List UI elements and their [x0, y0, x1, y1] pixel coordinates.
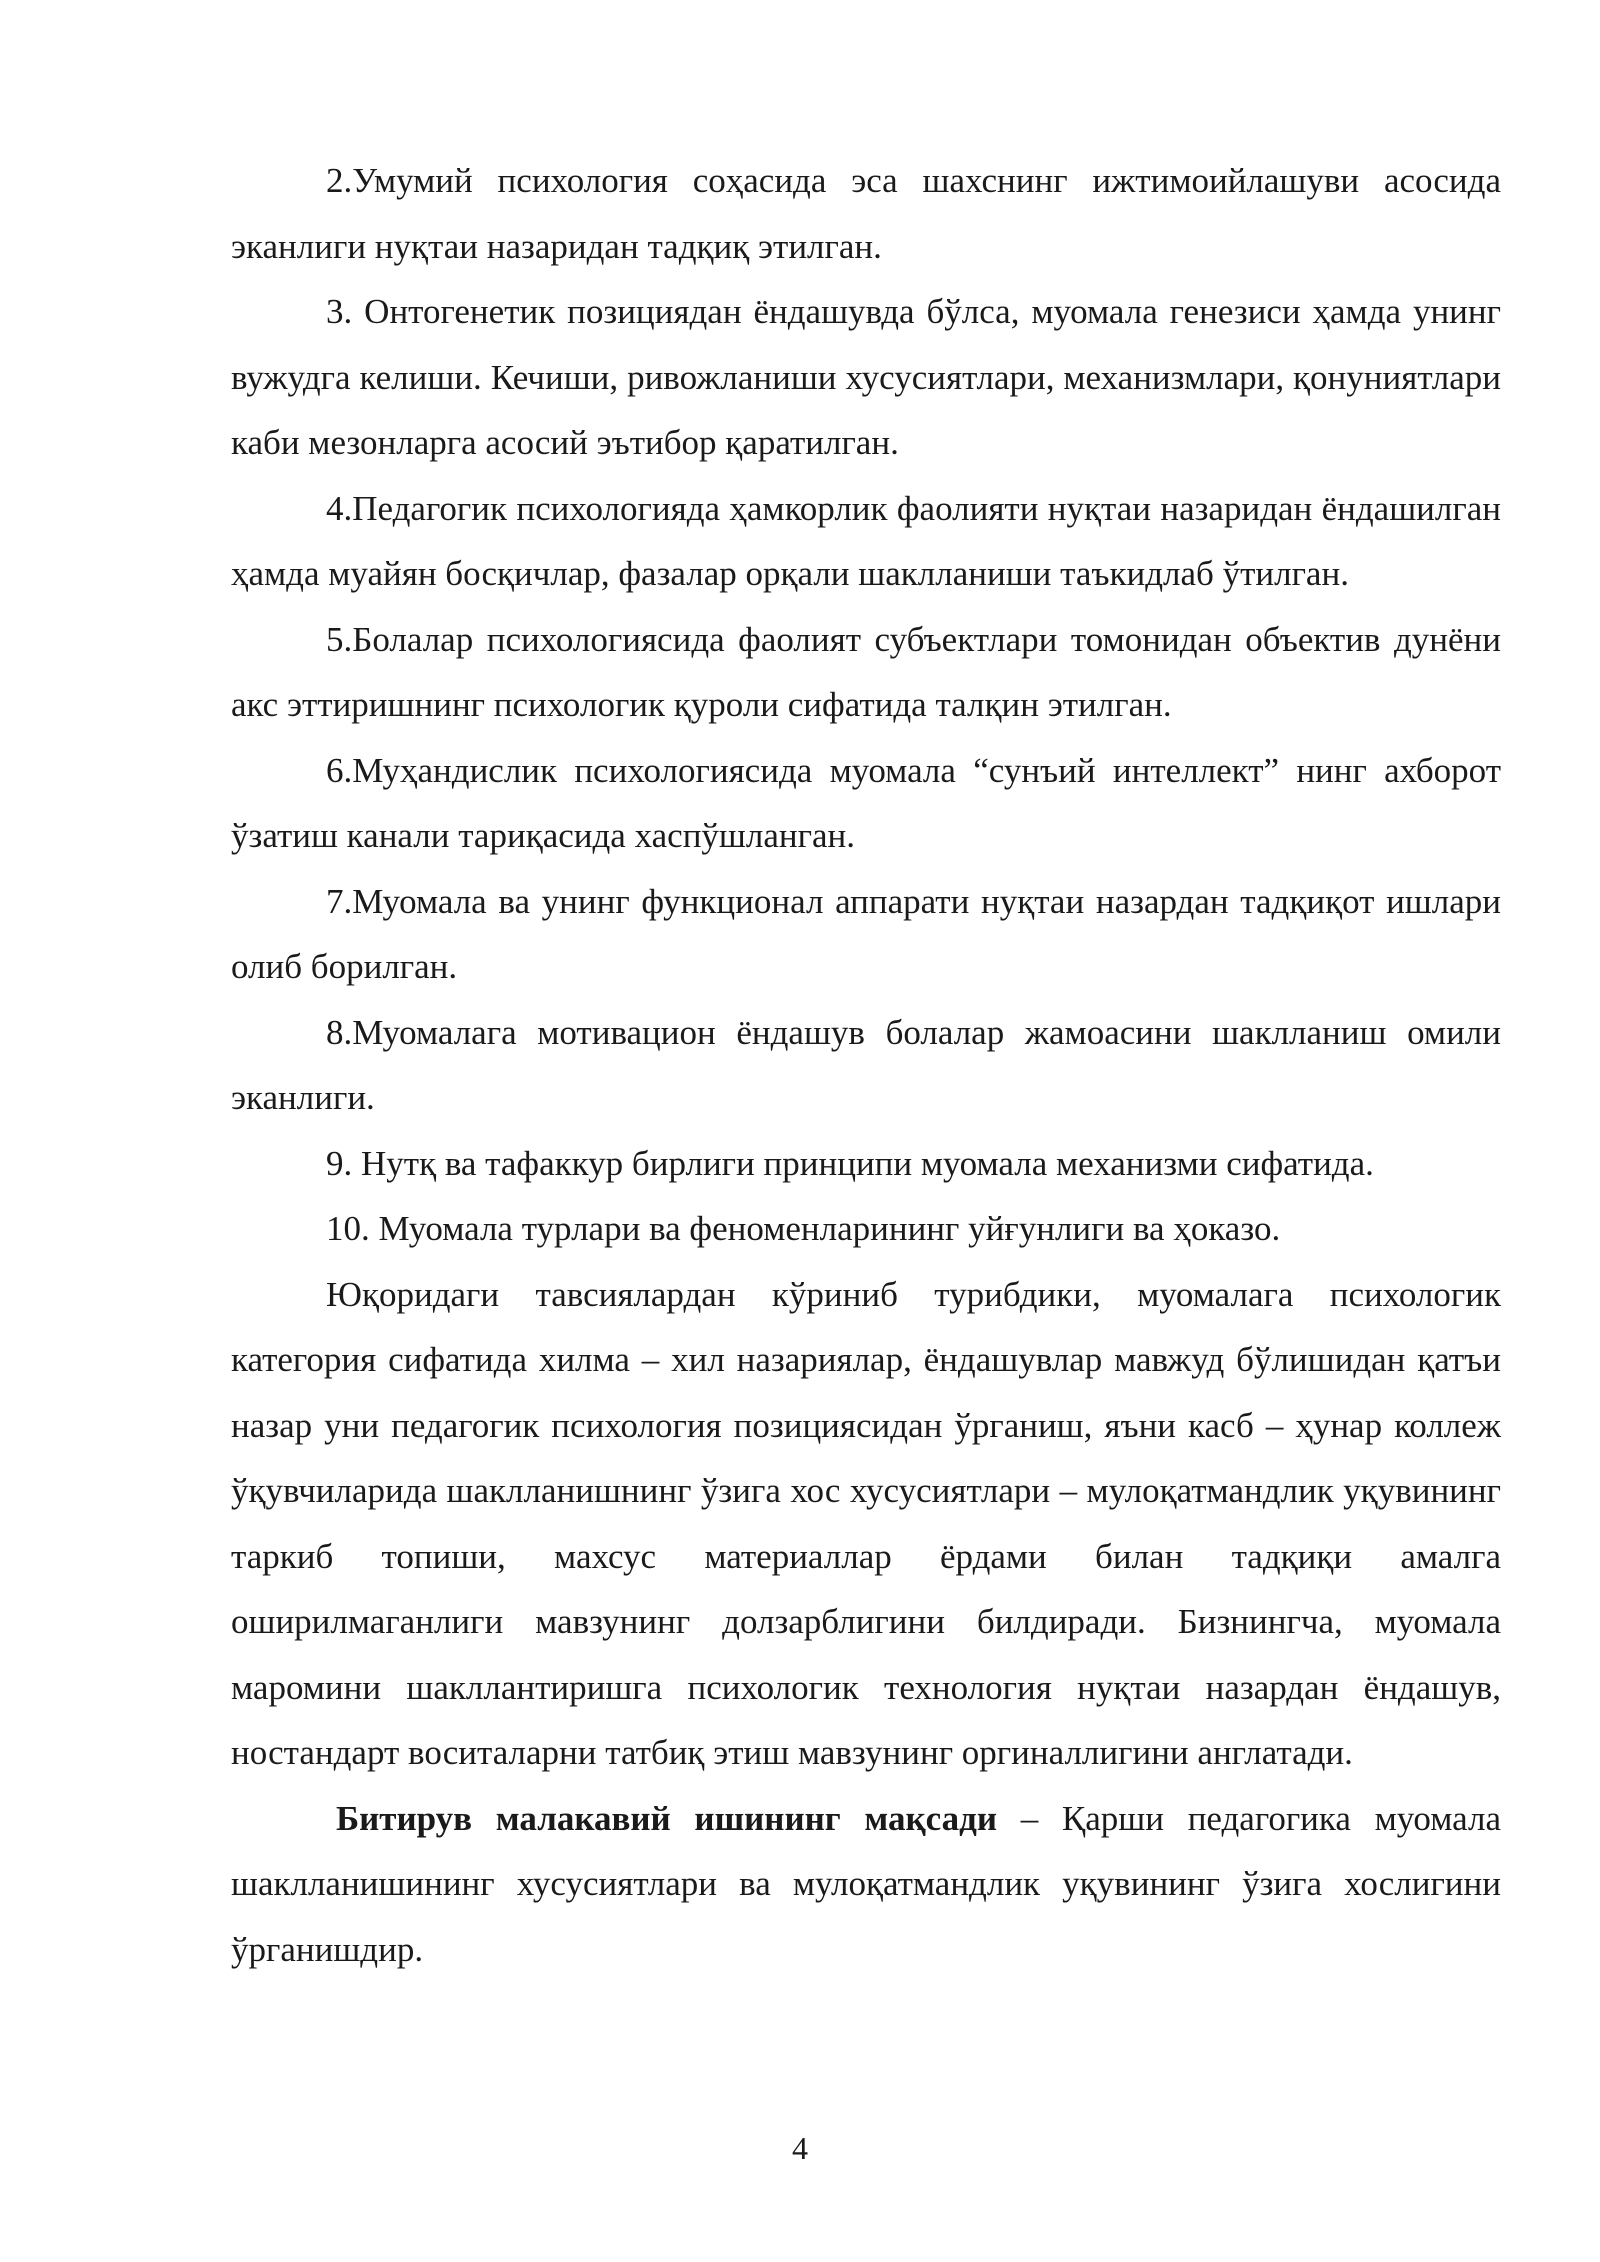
- paragraph-item-10: 10. Муомала турлари ва феноменларининг уйғунлиги ва ҳоказо.: [326, 1209, 1281, 1248]
- paragraph-item-4: 4.Педагогик психологияда ҳамкорлик фаолияти нуқтаи назаридан ёндашилган ҳамда муайян босқичлар, фазалар орқали шаклланиши таъкидлаб ўтилган.: [231, 488, 1501, 593]
- paragraph-item-8: 8.Муомалага мотивацион ёндашув болалар жамоасини шаклланиш омили эканлиги.: [231, 1012, 1501, 1117]
- paragraph-item-9: 9. Нутқ ва тафаккур бирлиги принципи муомала механизми сифатида.: [326, 1143, 1374, 1183]
- paragraph-goal: [231, 1786, 1501, 1983]
- paragraph-item-7: 7.Муомала ва унинг функционал аппарати нуқтаи назардан тадқиқот ишлари олиб борилган.: [231, 881, 1501, 986]
- paragraph-item-6: 6.Муҳандислик психологиясида муомала “сунъий интеллект” нинг ахборот ўзатиш канали тариқасида хаспўшланган.: [231, 750, 1501, 855]
- paragraph-item-5: 5.Болалар психологиясида фаолият субъектлари томонидан объектив дунёни акс эттиришнинг психологик қуроли сифатида талқин этилган.: [231, 619, 1501, 724]
- body-text: [231, 148, 1501, 1982]
- paragraph-item-3: 3. Онтогенетик позициядан ёндашувда бўлса, муомала генезиси ҳамда унинг вужудга келиши. Кечиши, ривожланиши хусусиятлари, механизмлари, қонуниятлари каби мезонларга асосий эътибор қаратилган.: [231, 292, 1501, 462]
- goal-text: – Қарши педагогика муомала шаклланишининг хусусиятлари ва мулоқатмандлик уқувининг ўзига хослигини ўрганишдир.: [231, 1798, 1501, 1969]
- paragraph-item-2: 2.Умумий психология соҳасида эса шахснинг ижтимоийлашуви асосида эканлиги нуқтаи назаридан тадқиқ этилган.: [231, 161, 1501, 266]
- paragraph-summary: Юқоридаги тавсиялардан кўриниб турибдики, муомалага психологик категория сифатида хилма – хил назариялар, ёндашувлар мавжуд бўлишидан қатъи назар уни педагогик психология позициясидан ўрганиш, яъни касб – ҳунар коллеж ўқувчиларида шаклланишнинг ўзига хос хусусиятлари – мулоқатмандлик уқувининг таркиб топиши, махсус материаллар ёрдами билан тадқиқи амалга оширилмаганлиги мавзунинг долзарблигини билдиради. Бизнингча, муомала маромини шакллантиришга психологик технология нуқтаи назардан ёндашув, ностандарт воситаларни татбиқ этиш мавзунинг оргиналлигини англатади.: [231, 1274, 1501, 1772]
- goal-heading: Битирув малакавий ишининг мақсади: [336, 1798, 997, 1838]
- page-number: 4: [792, 2130, 808, 2166]
